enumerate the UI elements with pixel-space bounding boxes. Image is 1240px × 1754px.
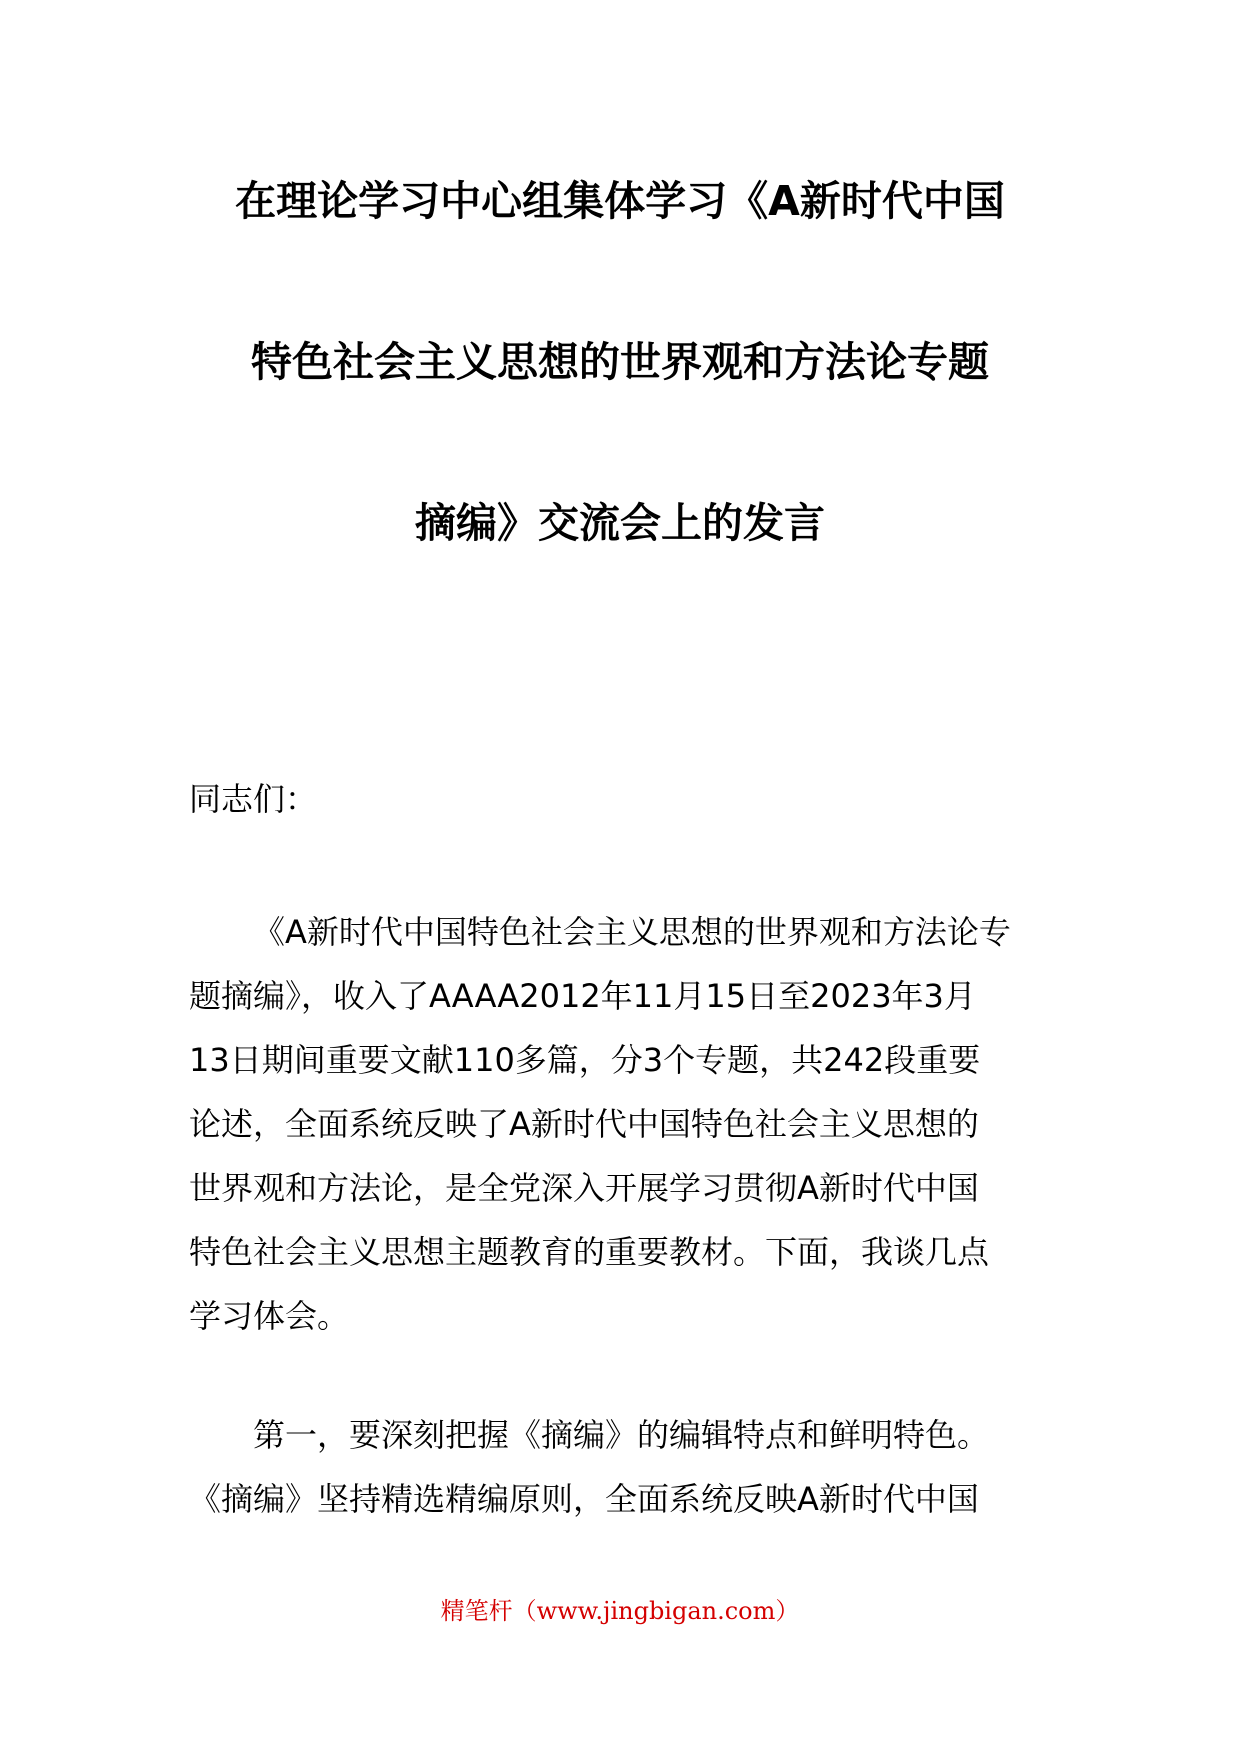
paragraph-line: 题摘编》，收入了AAAA2012年11月15日至2023年3月 — [189, 977, 976, 1015]
footer-watermark: 精笔杆（www.jingbigan.com） — [440, 1597, 800, 1625]
paragraph-line: 世界观和方法论，是全党深入开展学习贯彻A新时代中国 — [189, 1169, 979, 1207]
paragraph-line: 《摘编》坚持精选精编原则，全面系统反映A新时代中国 — [189, 1480, 979, 1518]
document-title — [180, 176, 1060, 659]
paragraph-line: 论述，全面系统反映了A新时代中国特色社会主义思想的 — [189, 1105, 979, 1143]
title-line: 摘编》交流会上的发言 — [415, 499, 825, 547]
body-paragraph-first-point — [189, 1403, 1059, 1531]
paragraph-line: 学习体会。 — [189, 1297, 350, 1335]
paragraph-line: 特色社会主义思想主题教育的重要教材。下面，我谈几点 — [189, 1233, 990, 1271]
paragraph-line: 《A新时代中国特色社会主义思想的世界观和方法论专 — [253, 913, 1011, 951]
salutation: 同志们： — [189, 780, 318, 818]
title-line: 特色社会主义思想的世界观和方法论专题 — [251, 338, 989, 386]
paragraph-line: 13日期间重要文献110多篇，分3个专题，共242段重要 — [189, 1041, 981, 1079]
paragraph-line: 第一，要深刻把握《摘编》的编辑特点和鲜明特色。 — [253, 1416, 990, 1454]
title-line: 在理论学习中心组集体学习《A新时代中国 — [235, 177, 1005, 225]
body-paragraph-intro — [189, 900, 1059, 1348]
